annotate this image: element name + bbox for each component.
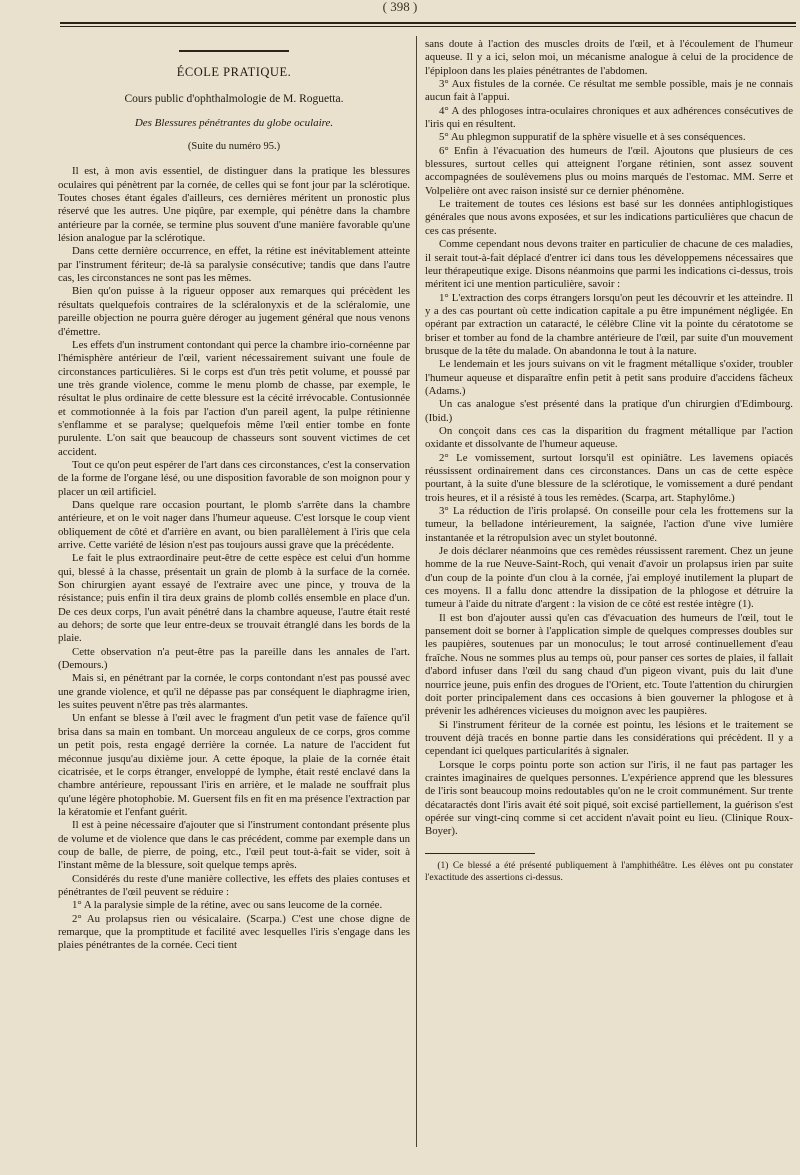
paragraph: Le lendemain et les jours suivans on vit le fragment métallique s'oxider, troubler l'humeur aqueuse et disparaître enfin petit à petit sans produire d'accidens fâcheux (Adams.) xyxy=(425,358,793,397)
left-column xyxy=(58,38,410,1147)
paragraph: Je dois déclarer néanmoins que ces remèdes réussissent rarement. Chez un jeune homme de la rue Neuve-Saint-Roch, qui venait d'avoir un prolapsus irien par suite d'un coup de la pointe d'un clou à la cornée, j'ai employé inutilement la plupart de ces moyens. Il a fallu donc attendre la dissipation de la phlogose et détruire la tumeur à l'aide du nitrate d'argent : la vision de ce côté est restée intègre (1). xyxy=(425,545,793,611)
paragraph: Il est bon d'ajouter aussi qu'en cas d'évacuation des humeurs de l'œil, tout le pansement doit se borner à l'application simple de quelques compresses doubles sur les paupières, soutenues par un monoculus; le tout arrosé continuellement d'eau fraîche. Nous ne sommes plus au temps où, pour panser ces sortes de plaies, il fallait d'abord infuser dans l'œil du sang chaud d'un pigeon vivant, puis du lait d'une nourrice jeune, puis enfin des drogues de l'Orient, etc. Toute l'attention du chirurgien doit porter principalement dans ces occasions à bien gouverner la phlogose et à prévenir les adhérences vicieuses du moignon avec les paupières. xyxy=(425,611,793,718)
list-item: 2° Au prolapsus rien ou vésicalaire. (Scarpa.) C'est une chose digne de remarque, que la promptitude et facilité avec lesquelles l'iris s'engage dans les plaies pénétrantes de la cornée. Ceci tient xyxy=(58,912,410,952)
paragraph: Le traitement de toutes ces lésions est basé sur les données antiphlogistiques générales que nous avons exposées, et sur les indications particulières que chacun de ces cas présente. xyxy=(425,198,793,237)
paragraph: Dans cette dernière occurrence, en effet, la rétine est inévitablement atteinte par l'instrument fériteur; de-là sa paralysie consécutive; tandis que dans l'autre cas, les circonstances ne sont pas les mêmes. xyxy=(58,245,410,285)
list-item: 6° Enfin à l'évacuation des humeurs de l'œil. Ajoutons que plusieurs de ces blessures, surtout celles qui atteignent l'organe rétinien, sont assez souvent accompagnées de soulèvemens plus ou moins marqués de l'estomac. MM. Serre et Volpelière ont avec raison insisté sur ce dernier phénomène. xyxy=(425,144,793,197)
list-item: 3° La réduction de l'iris prolapsé. On conseille pour cela les frottemens sur la tumeur, la belladone intérieurement, la saignée, l'action d'une vive lumière instantanée et la rétropulsion avec un stylet boutonné. xyxy=(425,505,793,544)
paragraph: sans doute à l'action des muscles droits de l'œil, et à l'écoulement de l'humeur aqueuse. Il y a ici, selon moi, un mécanisme analogue à celui de la procidence de l'épiploon dans les plaies pénétrantes de l'abdomen. xyxy=(425,38,793,77)
paragraph: Il est, à mon avis essentiel, de distinguer dans la pratique les blessures oculaires qui pénètrent par la cornée, de celles qui se font jour par la sclérotique. Toutes choses étant égales d'ailleurs, ces dernières méritent un pronostic plus réservé que les autres. Une piqûre, par exemple, qui pénètre dans la chambre antérieure par la cornée, se termine plus souvent d'une manière favorable qu'une lésion analogue par la sclérotique. xyxy=(58,165,410,245)
paragraph: Mais si, en pénétrant par la cornée, le corps contondant n'est pas poussé avec une grande violence, et qu'il ne dépasse pas par conséquent le diaphragme irien, les suites peuvent n'être pas très alarmantes. xyxy=(58,672,410,712)
paragraph: Bien qu'on puisse à la rigueur opposer aux remarques qui précèdent les résultats quelquefois contraires de la scléralonyxis et de la scléralomie, une pareille objection ne pourra guère déroger au jugement général que nous venons d'émettre. xyxy=(58,285,410,338)
paragraph: On conçoit dans ces cas la disparition du fragment métallique par l'action oxidante et dissolvante de l'humeur aqueuse. xyxy=(425,424,793,451)
paragraph: Considérés du reste d'une manière collective, les effets des plaies contuses et pénétrantes de l'œil peuvent se réduire : xyxy=(58,872,410,898)
paragraph: Si l'instrument fériteur de la cornée est pointu, les lésions et le traitement se trouvent déjà tracés en bonne partie dans les considérations qui précèdent. Il y a cependant ici quelques particularités à signaler. xyxy=(425,718,793,758)
list-item: 3° Aux fistules de la cornée. Ce résultat me semble possible, mais je ne connais aucun fait à l'appui. xyxy=(425,78,793,104)
list-item: 2° Le vomissement, surtout lorsqu'il est opiniâtre. Les lavemens opiacés réussissent ordinairement dans ces circonstances. Dans un cas de cette espèce pourtant, à la suite d'une blessure de la sclérotique, le vomissement a duré pendant trois heures, et il a résisté à tous les remèdes. (Scarpa, art. Staphylôme.) xyxy=(425,451,793,504)
paragraph: Dans quelque rare occasion pourtant, le plomb s'arrête dans la chambre antérieure, et on le voit nager dans l'humeur aqueuse. C'est lorsque le coup vient obliquement de côté et d'arrière en avant, ou bien parallèlement à l'iris que cela arrive. Cette variété de lésion n'est pas toujours aussi grave que la précédente. xyxy=(58,498,410,551)
paragraph: Comme cependant nous devons traiter en particulier de chacune de ces maladies, il serait tout-à-fait déplacé d'entrer ici dans tous les développemens nécessaires que leur thérapeutique exige. Disons néanmoins que parmi les indications ci-dessus, trois méritent ici une mention particulière, savoir : xyxy=(425,238,793,291)
footnote-rule xyxy=(425,853,535,854)
top-rule xyxy=(60,22,796,27)
list-item: 1° A la paralysie simple de la rétine, avec ou sans leucome de la cornée. xyxy=(72,899,383,912)
section-title: ÉCOLE PRATIQUE. xyxy=(176,65,292,79)
paragraph: Lorsque le corps pointu porte son action sur l'iris, il ne faut pas partager les craintes imaginaires de quelques personnes. L'expérience apprend que les blessures de l'iris sont beaucoup moins redoutables qu'on ne le croit communément. Sur trente décataractés dont l'iris avait été soit piqué, soit excisé partiellement, la guérison s'est opérée sur vingt-cinq comme si cet accident n'avait point eu lieu. (Clinique Roux-Boyer). xyxy=(425,758,793,838)
list-item: 1° L'extraction des corps étrangers lorsqu'on peut les découvrir et les atteindre. Il y a des cas pourtant où cette indication capitale a pu être impunément négligée. En opérant par extraction un cataracté, le célèbre Cline vit la pointe du cératotome se briser et tomber au fond de la chambre antérieure de l'œil, par suite d'un mouvement brusque de la tête du malade. On abandonna le tout à la nature. xyxy=(425,291,793,357)
footnote: (1) Ce blessé a été présenté publiquement à l'amphithéâtre. Les élèves ont pu constater l'exactitude des assertions ci-dessus. xyxy=(425,860,793,883)
paragraph: Les effets d'un instrument contondant qui perce la chambre irio-cornéenne par l'hémisphère antérieur de l'œil, varient nécessairement suivant une foule de circonstances particulières. Si le corps est d'un très petit volume, et poussé par une très grande violence, comme le menu plomb de chasse, par exemple, le résultat le plus ordinaire de cette blessure est la cécité irrévocable. Contusionnée et commotionnée à la fois par l'action d'un pareil agent, la pulpe rétinienne s'enflamme et se paralyse; quelquefois même l'œil entier tombe en fonte purulente. L'on sait que beaucoup de chasseurs sont souvent victimes de cet accident. xyxy=(58,338,410,458)
paragraph: Le fait le plus extraordinaire peut-être de cette espèce est celui d'un homme qui, blessé à la chasse, présentait un grain de plomb à la surface de la cornée. Son chirurgien ayant essayé de l'extraire avec une pince, y trouva de la résistance; puis enfin il tira deux grains de plomb collés ensemble en place d'un. De ces deux corps, l'un avait pénétré dans la chambre aqueuse, l'autre était resté au dehors; de sorte que leur entre-deux se trouvait étranglé dans les bords de la plaie. xyxy=(58,552,410,645)
list-item: 4° A des phlogoses intra-oculaires chroniques et aux adhérences consécutives de l'iris qui en résultent. xyxy=(425,104,793,131)
list-item: 5° Au phlegmon suppuratif de la sphère visuelle et à ses conséquences. xyxy=(439,131,746,144)
paragraph: Cette observation n'a peut-être pas la pareille dans les annales de l'art. (Demours.) xyxy=(58,645,410,672)
page-number: ( 398 ) xyxy=(382,0,418,14)
paragraph: Un enfant se blesse à l'œil avec le fragment d'un petit vase de faïence qu'il brisa dans sa main en tombant. Un morceau anguleux de ce corps, gros comme un petit pois, resta engagé derrière la cornée. La nature de l'accident fut méconnue jusqu'au dixième jour. A cette époque, la plaie de la cornée était cicatrisée, et le corps étranger, enveloppé de lymphe, était resté enclavé dans la chambre antérieure, repoussant l'iris en arrière, et le malade ne souffrait plus qu'une légère photophobie. M. Guersent fils en fit en ma présence l'extraction par la kératomie et l'enfant guérit. xyxy=(58,712,410,818)
column-divider xyxy=(416,36,417,1147)
course-title: Cours public d'ophthalmologie de M. Roguetta. xyxy=(124,93,344,106)
paragraph: Il est à peine nécessaire d'ajouter que si l'instrument contondant présente plus de volume et de violence que dans le cas précédent, comme par exemple dans un coup de balle, de pierre, de poing, etc., l'œil peut tout-à-fait se vider, soit à l'instant même de la blessure, soit quelque temps après. xyxy=(58,819,410,872)
paragraph: Tout ce qu'on peut espérer de l'art dans ces circonstances, c'est la conservation de la forme de l'organe lésé, ou une disposition favorable de son moignon pour y placer un œil artificiel. xyxy=(58,458,410,498)
right-column xyxy=(425,38,793,1147)
section-rule xyxy=(179,50,289,52)
continuation-note: (Suite du numéro 95.) xyxy=(187,141,281,153)
article-title: Des Blessures pénétrantes du globe oculaire. xyxy=(134,116,334,129)
paragraph: Un cas analogue s'est présenté dans la pratique d'un chirurgien d'Edimbourg. (Ibid.) xyxy=(425,398,793,424)
